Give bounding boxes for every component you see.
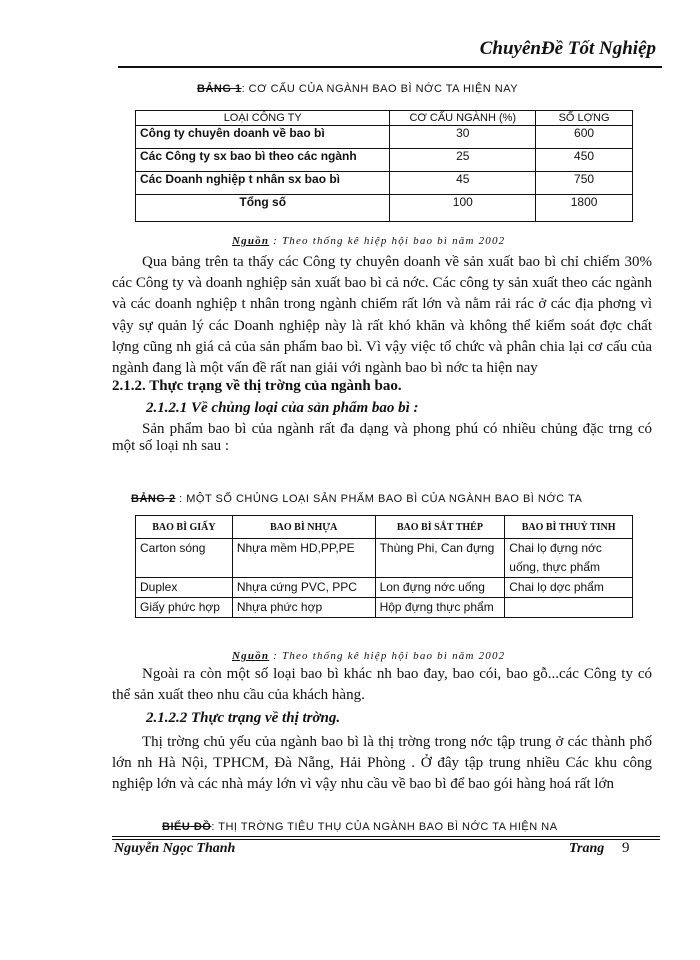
table-row <box>136 539 633 578</box>
table2-caption <box>131 493 582 505</box>
product-types-table <box>135 515 633 618</box>
footer-page-label: Trang <box>569 841 605 856</box>
table-header-cell: LOẠI CÔNG TY <box>136 111 390 126</box>
paragraph-market-status: Thị trờng chủ yếu của ngành bao bì là thị trờng trong nớc tập trung ở các thành phố lớn nh Hà Nội, TPHCM, Đà Nẵng, Hải Phòng . Ở đây tập trung nhiều Các khu công nghiệp lớn và các nhà máy lớn vì vậy nhu cầu về bao bì để bao gói hàng hoá rất lớn <box>112 734 652 793</box>
structure-table <box>135 110 633 222</box>
table-cell: Carton sóng <box>136 539 233 578</box>
table-header-cell: BAO BÌ GIẤY <box>136 516 233 539</box>
header-title: ChuyênĐề Tốt Nghiệp <box>479 38 656 59</box>
source-text: : Theo thống kê hiệp hội bao bì năm 2002 <box>273 650 506 662</box>
table-cell: Nhựa phức hợp <box>232 598 375 618</box>
table-cell: Hộp đựng thực phẩm <box>375 598 505 618</box>
table-cell: Tổng số <box>136 195 390 222</box>
chart-caption-label: BIỂU ĐỒ <box>162 821 212 833</box>
paragraph-other-types: Ngoài ra còn một số loại bao bì khác nh bao đay, bao cói, bao gỗ...các Công ty có thể sản xuất theo nhu cầu của khách hàng. <box>112 666 652 704</box>
table-cell: Nhựa mềm HD,PP,PE <box>232 539 375 578</box>
table2-caption-text: : MỘT SỐ CHỦNG LOẠI SẢN PHẨM BAO BÌ CỦA NGÀNH BAO BÌ NỚC TA <box>175 493 583 505</box>
table-cell: 750 <box>536 172 633 195</box>
table1-caption-text: : CƠ CẤU CỦA NGÀNH BAO BÌ NỚC TA HIỆN NAY <box>241 83 519 95</box>
table-cell: Công ty chuyên doanh về bao bì <box>136 126 390 149</box>
table-cell: Lon đựng nớc uống <box>375 578 505 598</box>
paragraph-product-intro: Sản phẩm bao bì của ngành rất đa dạng và phong phú có nhiều chủng đặc trng có một số loại nh sau : <box>112 421 652 454</box>
table-row <box>136 172 633 195</box>
table1-source <box>232 235 505 247</box>
subsection-heading: 2.1.2.2 Thực trạng về thị trờng. <box>146 710 341 726</box>
table-cell: 1800 <box>536 195 633 222</box>
table-cell: Giấy phức hợp <box>136 598 233 618</box>
table-cell: 30 <box>390 126 536 149</box>
source-label: Nguồn <box>232 235 270 247</box>
table-row <box>136 598 633 618</box>
paragraph-structure-analysis: Qua bảng trên ta thấy các Công ty chuyên doanh về sản xuất bao bì chỉ chiếm 30% các Công ty và doanh nghiệp sản xuất bao bì cả nớc. Các công ty sản xuất theo các ngành và các doanh nghiệp t nhân trong ngành chiếm rất lớn và nằm rải rác ở các địa phơng vì vậy sự quản lý các Doanh nghiệp này là rất khó khăn và không thể kiểm soát đợc chất lợng cũng nh giá cả của sản phẩm bao bì. Vì vậy việc tổ chức và phân chia lại cơ cấu của ngành đang là một vấn đề rất nan giải với ngành bao bì nớc ta hiện nay <box>112 254 652 377</box>
table-cell: 25 <box>390 149 536 172</box>
table-header-cell: CƠ CẤU NGÀNH (%) <box>390 111 536 126</box>
header-divider <box>118 66 662 68</box>
table-header-cell: BAO BÌ THUỶ TINH <box>505 516 633 539</box>
table-row <box>136 578 633 598</box>
table2-caption-label: BẢNG 2 <box>131 493 176 505</box>
page-number: 9 <box>622 840 630 856</box>
table-cell: 45 <box>390 172 536 195</box>
subsection-heading: 2.1.2.1 Về chủng loại của sản phẩm bao bì : <box>146 400 419 416</box>
table2-source <box>232 650 505 662</box>
table-cell: Chai lọ đựng nớc uống, thực phẩm <box>505 539 633 578</box>
table-cell <box>505 598 633 618</box>
footer-divider <box>112 839 660 840</box>
table-cell: Nhựa cứng PVC, PPC <box>232 578 375 598</box>
table-cell: Duplex <box>136 578 233 598</box>
section-heading: 2.1.2. Thực trạng về thị trờng của ngành bao. <box>112 378 402 394</box>
table-header-row <box>136 111 633 126</box>
table-cell: Thùng Phi, Can đựng <box>375 539 505 578</box>
table1-caption-label: BẢNG 1 <box>197 83 242 95</box>
table-header-row <box>136 516 633 539</box>
table-cell: Chai lọ dợc phẩm <box>505 578 633 598</box>
table-total-row <box>136 195 633 222</box>
source-label: Nguồn <box>232 650 270 662</box>
table-row <box>136 126 633 149</box>
table-cell: 600 <box>536 126 633 149</box>
table-header-cell: BAO BÌ NHỰA <box>232 516 375 539</box>
table-cell: 100 <box>390 195 536 222</box>
table1-caption <box>197 83 518 95</box>
source-text: : Theo thống kê hiệp hội bao bì năm 2002 <box>273 235 506 247</box>
footer-divider <box>112 836 660 837</box>
table-header-cell: SỐ LỢNG <box>536 111 633 126</box>
footer-author: Nguyễn Ngọc Thanh <box>114 841 236 856</box>
table-row <box>136 149 633 172</box>
chart-caption <box>162 821 558 833</box>
table-cell: Các Công ty sx bao bì theo các ngành <box>136 149 390 172</box>
table-header-cell: BAO BÌ SẮT THÉP <box>375 516 505 539</box>
table-cell: 450 <box>536 149 633 172</box>
table-cell: Các Doanh nghiệp t nhân sx bao bì <box>136 172 390 195</box>
chart-caption-text: : THỊ TRỜNG TIÊU THỤ CỦA NGÀNH BAO BÌ NỚC TA HIỆN NA <box>211 821 558 833</box>
